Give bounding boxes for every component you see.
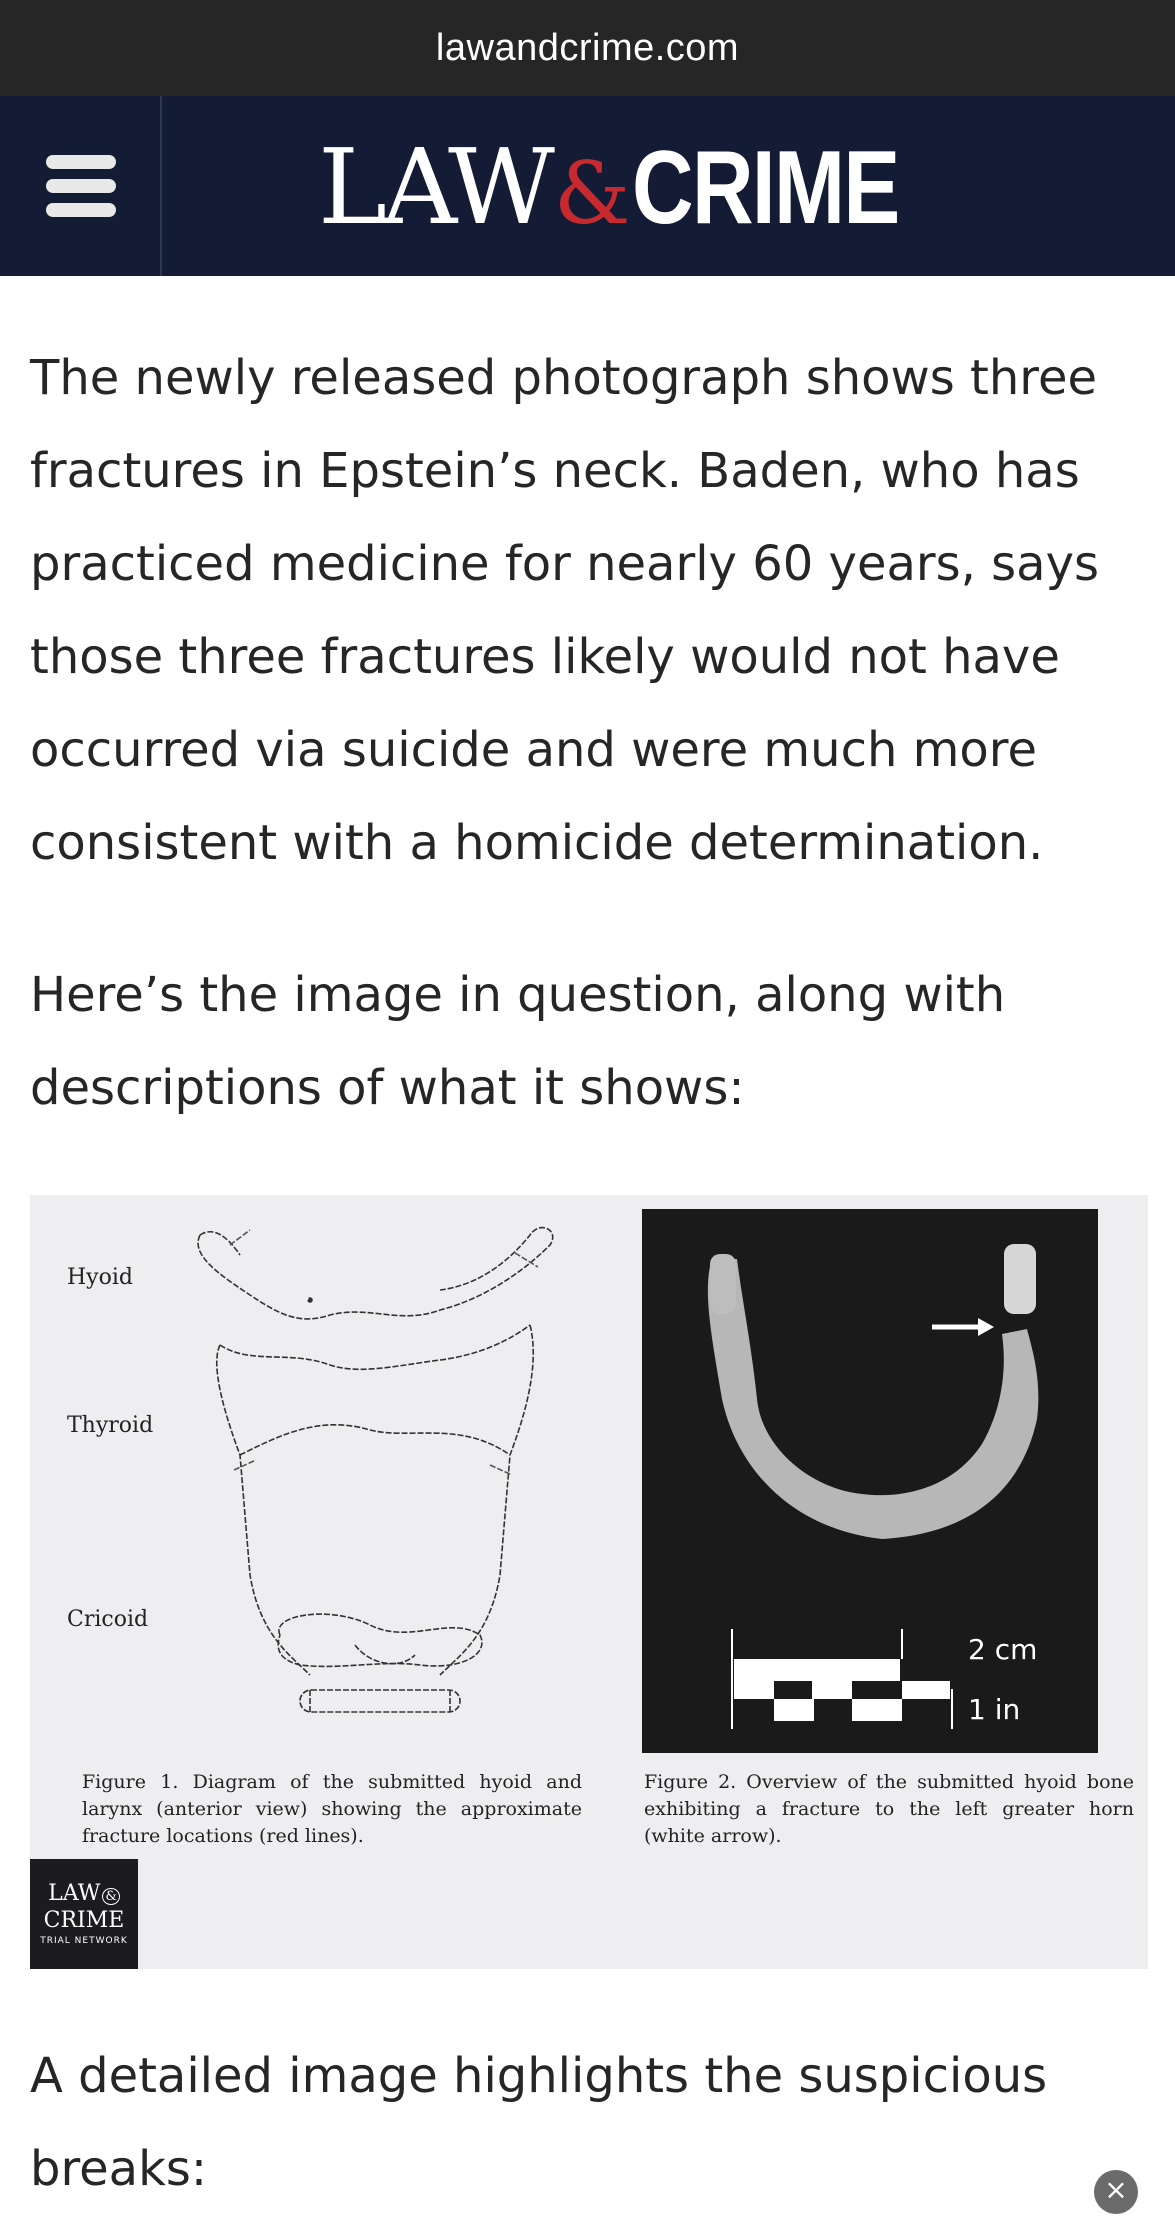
article-paragraph-3: A detailed image highlights the suspicious breaks: [30,2048,1048,2197]
menu-button[interactable] [0,96,162,276]
close-icon: × [1104,2173,1128,2206]
figure-2-caption: Figure 2. Overview of the submitted hyoid bone exhibiting a fracture to the left greater horn (white arrow). [644,1771,1134,1847]
larynx-diagram [160,1215,620,1755]
logo-crime: CRIME [632,130,900,246]
site-header [0,96,1175,276]
logo-law: LAW [318,126,550,248]
label-thyroid: Thyroid [67,1413,154,1438]
article-paragraph-2: Here’s the image in question, along with descriptions of what it shows: [30,967,1006,1116]
label-hyoid: Hyoid [67,1265,133,1290]
article-paragraph-1: The newly released photograph shows three fractures in Epstein’s neck. Baden, who has practiced medicine for nearly 60 years, says those three fractures likely would not have occurred via suicide and were much more consistent with a homicide determination. [30,350,1099,871]
article-image-hyoid-figures[interactable] [30,1195,1148,1969]
hyoid-bone-photo [642,1209,1098,1753]
watermark-crime: CRIME [43,1908,125,1933]
scale-label-in: 1 in [968,1693,1021,1726]
close-ad-button[interactable] [1094,2170,1138,2214]
figure-1-caption: Figure 1. Diagram of the submitted hyoid and larynx (anterior view) showing the approximate fracture locations (red lines). [82,1771,582,1847]
scale-label-cm: 2 cm [968,1633,1038,1666]
url-text: lawandcrime.com [435,26,740,69]
law-crime-watermark-logo [30,1859,138,1969]
watermark-law: LAW & [48,1882,120,1909]
watermark-trial-network: TRIAL NETWORK [40,1936,128,1946]
browser-url-bar[interactable] [0,0,1175,96]
site-logo[interactable] [318,126,958,246]
label-cricoid: Cricoid [67,1607,149,1632]
logo-ampersand: & [553,144,631,244]
